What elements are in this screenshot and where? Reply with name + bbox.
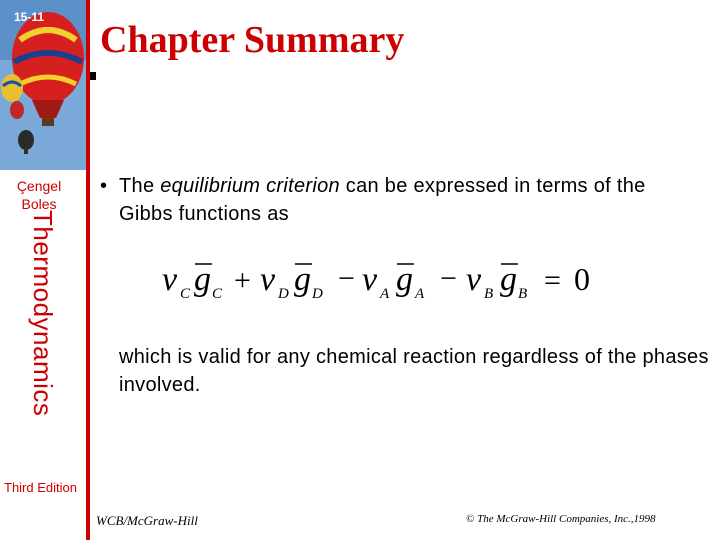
svg-text:0: 0 — [574, 261, 590, 297]
svg-text:g: g — [194, 261, 211, 298]
svg-text:C: C — [180, 286, 191, 302]
svg-text:B: B — [518, 286, 528, 302]
slide-number: 15-11 — [14, 10, 45, 24]
svg-text:C: C — [212, 286, 223, 302]
svg-text:D: D — [278, 286, 289, 302]
svg-text:D: D — [312, 286, 323, 302]
svg-text:ν: ν — [362, 261, 378, 298]
edition-label: Third Edition — [4, 480, 77, 495]
author-boles: Boles — [21, 196, 57, 212]
book-title-vertical — [20, 210, 60, 460]
svg-text:g: g — [294, 261, 311, 298]
bullet-text — [119, 172, 700, 228]
svg-text:ν: ν — [260, 261, 276, 298]
sidebar — [0, 0, 90, 540]
publisher-label: WCB/McGraw-Hill — [96, 513, 198, 528]
svg-text:ν: ν — [466, 261, 482, 298]
svg-text:+: + — [234, 264, 251, 297]
book-title: Thermodynamics — [28, 210, 58, 417]
title-marker — [90, 72, 96, 80]
svg-text:−: − — [440, 262, 457, 295]
bullet-item — [100, 172, 700, 228]
svg-text:B: B — [484, 286, 494, 302]
hot-air-balloon-image — [0, 0, 90, 170]
authors — [0, 177, 78, 213]
svg-text:g: g — [396, 261, 413, 298]
svg-text:g: g — [500, 261, 517, 298]
bullet-dot: • — [100, 175, 108, 197]
svg-text:A: A — [380, 286, 390, 302]
svg-text:A: A — [415, 286, 425, 302]
bullet-emphasis: equilibrium criterion — [160, 175, 340, 197]
svg-text:−: − — [338, 262, 355, 295]
explanation-paragraph: which is valid for any chemical reaction regardless of the phases involved. — [119, 346, 709, 396]
sidebar-divider — [86, 0, 90, 540]
svg-text:=: = — [544, 264, 561, 297]
svg-text:ν: ν — [162, 261, 178, 298]
gibbs-equilibrium-equation — [150, 250, 650, 306]
author-cengel: Çengel — [16, 178, 62, 194]
slide-title: Chapter Summary — [100, 19, 405, 61]
bullet-text-start: The — [119, 175, 161, 197]
copyright-notice: © The McGraw-Hill Companies, Inc.,1998 — [466, 513, 656, 525]
bullet-text-end: can be expressed in terms of the Gibbs functions as — [119, 175, 646, 225]
